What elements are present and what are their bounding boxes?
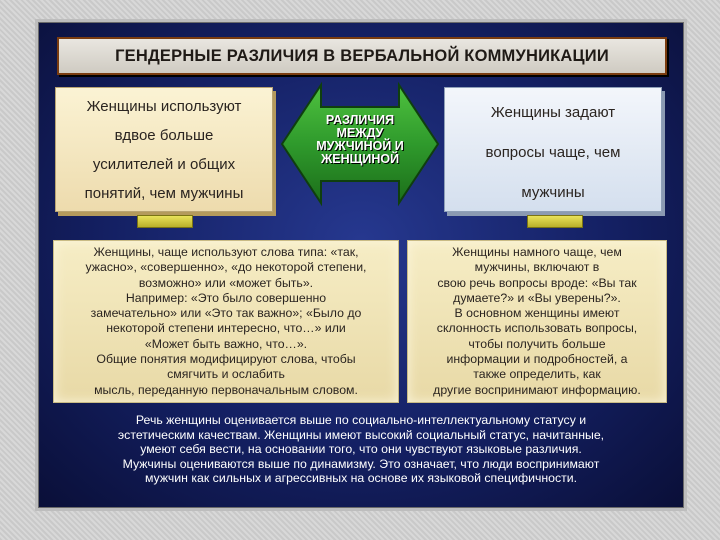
arrow-label-line: РАЗЛИЧИЯ (325, 113, 395, 127)
right-box-line: Женщины задают (490, 104, 616, 121)
women-questions-box (444, 87, 662, 212)
left-detail-panel (53, 240, 399, 403)
women-intensifiers-box (55, 87, 273, 212)
detail-line: смягчить и ослабить (167, 367, 285, 382)
detail-line: В основном женщины имеют (454, 306, 620, 321)
detail-line: мужчины, включают в (474, 260, 600, 275)
detail-line: Например: «Это было совершенно (125, 290, 327, 305)
detail-line: некоторой степени интересно, что…» или (106, 321, 346, 336)
title-bar (57, 37, 667, 75)
detail-line: склонность использовать вопросы, (436, 321, 638, 336)
detail-line: мысль, переданную первоначальным словом. (94, 382, 358, 397)
slide (38, 22, 684, 508)
summary-line: Речь женщины оценивается выше по социально-интеллектуальному статусу и (135, 413, 587, 427)
right-connector (527, 215, 583, 228)
page-title: ГЕНДЕРНЫЕ РАЗЛИЧИЯ В ВЕРБАЛЬНОЙ КОММУНИКАЦИИ (115, 46, 609, 65)
detail-line: другие воспринимают информацию. (433, 382, 641, 397)
left-box-line: усилителей и общих (92, 156, 236, 173)
detail-line: думаете?» и «Вы уверены?». (453, 290, 621, 305)
arrow-label-line: МЕЖДУ (336, 126, 384, 140)
detail-line: свою речь вопросы вроде: «Вы так (437, 275, 637, 290)
left-box-line: Женщины используют (86, 98, 242, 115)
detail-line: возможно» или «может быть». (138, 275, 314, 290)
summary-line: мужчин как сильных и агрессивных на основе их языковой специфичности. (144, 471, 578, 485)
right-box-line: вопросы чаще, чем (485, 144, 621, 161)
detail-line: Женщины намного чаще, чем (452, 245, 622, 259)
right-detail-panel (407, 240, 667, 403)
detail-line: чтобы получить больше (468, 336, 606, 351)
summary-text (55, 413, 667, 491)
detail-line: также определить, как (473, 367, 601, 382)
left-box-line: понятий, чем мужчины (84, 185, 244, 202)
summary-line: умеют себя вести, на основании того, что они чувствуют языковые различия. (140, 442, 582, 456)
detail-line: замечательно» или «Это так важно»; «Было до (90, 306, 362, 321)
detail-line: Общие понятия модифицируют слова, чтобы (96, 352, 356, 367)
arrow-label-line: МУЖЧИНОЙ И (316, 139, 404, 153)
summary-line: эстетическим качествам. Женщины имеют высокий социальный статус, начитанные, (117, 427, 605, 442)
left-box-line: вдвое больше (114, 127, 214, 144)
detail-line: «Может быть важно, что…». (144, 336, 308, 351)
detail-line: Женщины, чаще используют слова типа: «так, (93, 245, 359, 259)
detail-line: ужасно», «совершенно», «до некоторой степени, (85, 260, 367, 275)
detail-line: информации и подробностей, а (446, 352, 628, 367)
arrow-label (307, 114, 413, 166)
summary-line: Мужчины оцениваются выше по динамизму. Это означает, что люди воспринимают (122, 456, 600, 471)
left-connector (137, 215, 193, 228)
right-box-line: мужчины (521, 184, 585, 201)
arrow-label-line: ЖЕНЩИНОЙ (320, 152, 400, 166)
